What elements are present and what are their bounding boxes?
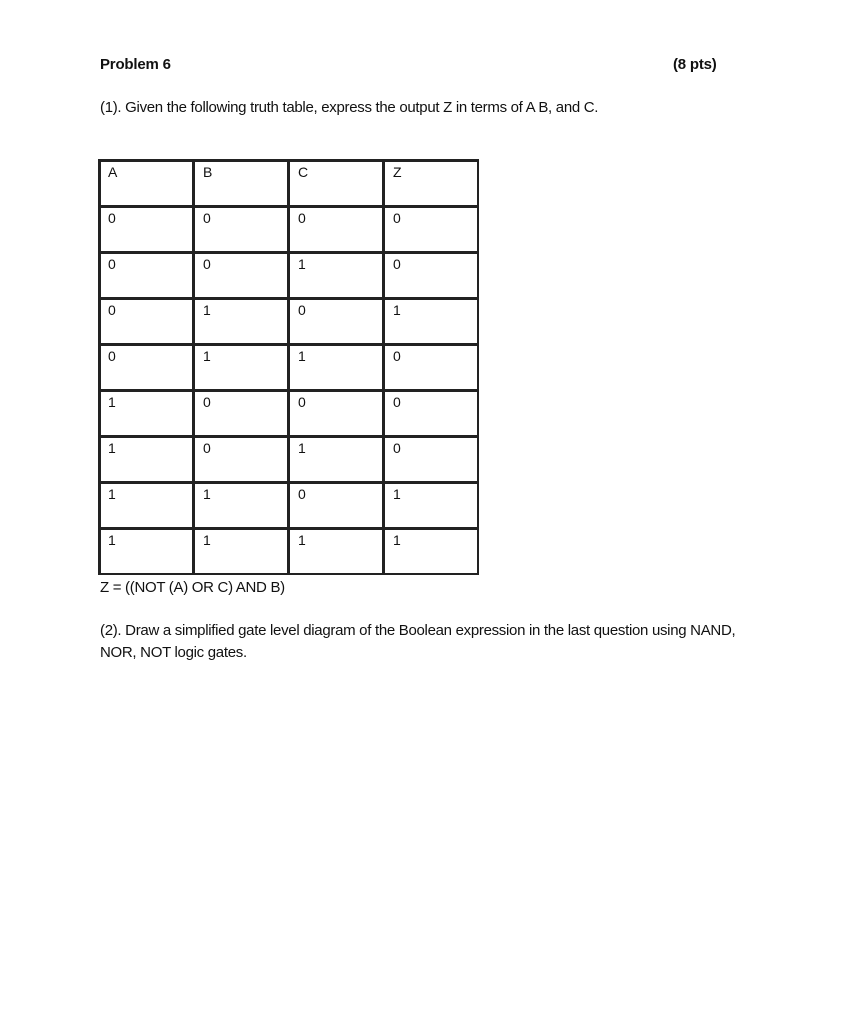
table-cell-a: 1 (99, 482, 193, 528)
table-cell-c: 1 (288, 252, 383, 298)
table-cell-a: 1 (99, 436, 193, 482)
table-row (99, 528, 478, 574)
table-cell-z: 0 (383, 206, 478, 252)
table-cell-z: 0 (383, 252, 478, 298)
table-cell-z: 0 (383, 390, 478, 436)
header-cell-c: C (288, 160, 383, 206)
table-cell-b: 0 (193, 252, 288, 298)
problem-title: Problem 6 (100, 56, 171, 73)
table-row (99, 344, 478, 390)
table-cell-b: 0 (193, 390, 288, 436)
table-row (99, 436, 478, 482)
table-cell-a: 1 (99, 390, 193, 436)
header-cell-b: B (193, 160, 288, 206)
table-cell-c: 1 (288, 436, 383, 482)
table-cell-c: 0 (288, 482, 383, 528)
table-cell-b: 1 (193, 298, 288, 344)
table-row (99, 390, 478, 436)
table-row (99, 298, 478, 344)
answer-expression: Z = ((NOT (A) OR C) AND B) (100, 579, 285, 596)
table-header-row (99, 160, 478, 206)
table-cell-z: 0 (383, 436, 478, 482)
table-cell-c: 0 (288, 206, 383, 252)
table-cell-z: 0 (383, 344, 478, 390)
table-cell-b: 1 (193, 344, 288, 390)
table-cell-b: 1 (193, 528, 288, 574)
table-cell-b: 0 (193, 206, 288, 252)
truth-table-body (99, 160, 478, 574)
question-2-text: (2). Draw a simplified gate level diagram of the Boolean expression in the last question using NAND, NOR, NOT logic gates. (100, 622, 736, 661)
truth-table (98, 159, 479, 575)
table-row (99, 252, 478, 298)
question-1-text: (1). Given the following truth table, express the output Z in terms of A B, and C. (100, 99, 599, 116)
table-cell-a: 0 (99, 298, 193, 344)
table-row (99, 482, 478, 528)
table-cell-a: 0 (99, 206, 193, 252)
table-cell-z: 1 (383, 298, 478, 344)
table-cell-c: 1 (288, 344, 383, 390)
table-cell-z: 1 (383, 482, 478, 528)
table-cell-c: 1 (288, 528, 383, 574)
table-cell-b: 1 (193, 482, 288, 528)
table-cell-z: 1 (383, 528, 478, 574)
header-cell-a: A (99, 160, 193, 206)
table-cell-c: 0 (288, 298, 383, 344)
table-cell-a: 1 (99, 528, 193, 574)
points-label: (8 pts) (673, 56, 717, 73)
header-cell-z: Z (383, 160, 478, 206)
table-row (99, 206, 478, 252)
table-cell-a: 0 (99, 344, 193, 390)
table-cell-c: 0 (288, 390, 383, 436)
table-cell-b: 0 (193, 436, 288, 482)
table-cell-a: 0 (99, 252, 193, 298)
